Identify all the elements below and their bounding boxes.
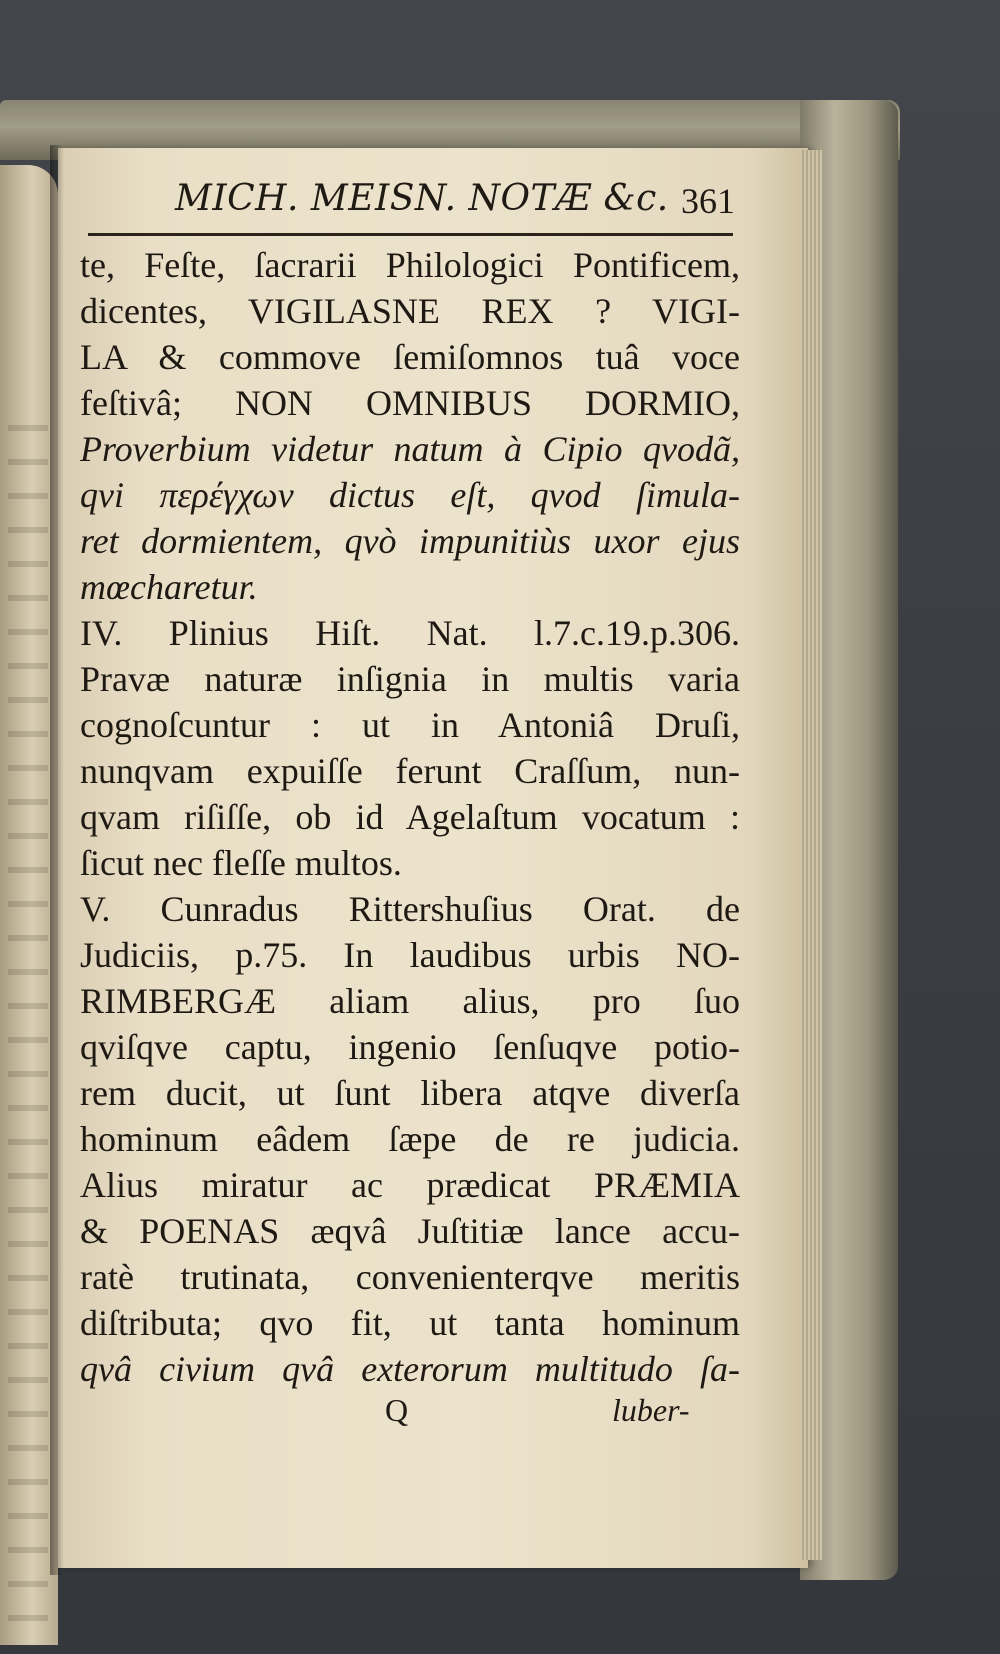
text-line: qvi περέγχων dictus eſt, qvod ſimula-	[80, 475, 740, 515]
text-line: ret dormientem, qvò impunitiùs uxor ejus	[80, 521, 740, 561]
text-line: qvâ civium qvâ exterorum multitudo ſa-	[80, 1349, 740, 1389]
text-line: IV. Plinius Hiſt. Nat. l.7.c.19.p.306.	[80, 613, 740, 653]
running-title: MICH. MEISN. NOTÆ &c.	[175, 178, 669, 219]
facing-page-bleed	[8, 425, 48, 1625]
signature-mark: Q	[385, 1392, 409, 1428]
text-line: feſtivâ; NON OMNIBUS DORMIO,	[80, 383, 740, 423]
gutter-shadow	[50, 145, 64, 1575]
page-number: 361	[681, 181, 735, 221]
text-line: V. Cunradus Rittershuſius Orat. de	[80, 889, 740, 929]
text-line: nunqvam expuiſſe ferunt Craſſum, nun-	[80, 751, 740, 791]
text-line: mœcharetur.	[80, 567, 258, 607]
text-line: ſicut nec fleſſe multos.	[80, 843, 402, 883]
text-line: cognoſcuntur : ut in Antoniâ Druſi,	[80, 705, 740, 745]
text-line: hominum eâdem ſæpe de re judicia.	[80, 1119, 740, 1159]
text-line: diſtributa; qvo fit, ut tanta hominum	[80, 1303, 740, 1343]
page-header	[175, 178, 735, 230]
text-line: te, Feſte, ſacrarii Philologici Pontificem,	[80, 245, 740, 285]
text-line: & POENAS æqvâ Juſtitiæ lance accu-	[80, 1211, 740, 1251]
text-line: LA & commove ſemiſomnos tuâ voce	[80, 337, 740, 377]
text-line: qvam riſiſſe, ob id Agelaſtum vocatum :	[80, 797, 740, 837]
text-line: dicentes, VIGILASNE REX ? VIGI-	[80, 291, 740, 331]
text-line: Alius miratur ac prædicat PRÆMIA	[80, 1165, 740, 1205]
text-line: Pravæ naturæ inſignia in multis varia	[80, 659, 740, 699]
header-rule	[88, 233, 733, 236]
text-line: rem ducit, ut ſunt libera atqve diverſa	[80, 1073, 740, 1113]
text-line: qviſqve captu, ingenio ſenſuqve potio-	[80, 1027, 740, 1067]
body-text	[80, 242, 740, 1392]
text-line: RIMBERGÆ aliam alius, pro ſuo	[80, 981, 740, 1021]
page-stack-edge	[800, 150, 822, 1560]
text-line: Judiciis, p.75. In laudibus urbis NO-	[80, 935, 740, 975]
text-line: ratè trutinata, convenienterqve meritis	[80, 1257, 740, 1297]
catchword: luber-	[612, 1392, 690, 1428]
text-line: Proverbium videtur natum à Cipio qvodã,	[80, 429, 740, 469]
